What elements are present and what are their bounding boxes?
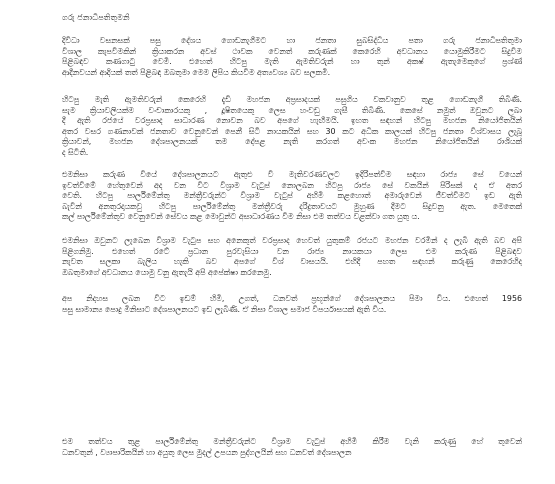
text-line: අතර වසර ගණනාවක් ජනතාව වෙනුවෙන් පෙනී සිටි නායකයින් සහ 30 කට අධික කාලයක් හිටපු ජනතා විශ්වාසය ලැබූ: [62, 126, 522, 136]
paragraph-5: [62, 294, 522, 315]
text-line: වෙති. හිටපු පාර්ලිමේන්තු මන්ත්‍රීවරුන්ට විශ්‍රාම වැටුප් අහිමි කළහොත් අමාරුවෙන් ජීවත්වීමට ඉඩ ඇති: [62, 191, 522, 201]
text-line: සැම ක්‍රියාවලියක්ම වංචාකාරයකු , දූෂිතයෙකු ලෙස හංවඩු ගැසී තිබිණි. කෙසේ නමුත් ඔවුනට ලබා: [62, 105, 522, 115]
text-line: පිළිගනිමු. එහෙත් රටේ ප්‍රධාන පුරවැසියා වන රාජ්‍ය නායකයා ලෙස එම කරුණ පිළිබඳව: [62, 246, 522, 256]
text-line: පසු සාමාන්‍ය පොදු මිනිසාට දේශපාලනයට ඉඩ ලැබිණි. ඒ නිසා විශාල සමාජ විපර්යාසයක් ඇති විය.: [62, 304, 387, 314]
text-line: ඉවත්වීමේ හේතුවෙන් අද වන විට විශ්‍රාම වැටුප් නොලබන හිටපු රාජ්‍ය සේ වකයින් පිරිසක් ද ඒ අතර: [62, 180, 522, 190]
text-line: බැවින් අනතුරදායකවු හිටපු පාර්ලිමේන්තු මන්ත්‍රීවරු දරිද්‍රතාවයට මුහුණ දීමට සිදුවනු ඇත. මෙතෙක්: [62, 201, 522, 211]
text-line: ක්‍රියාවන්, මහජන දේශපාලනයක් තම දේපළ නැති කරගත් අවංක මහජන නියෝජිතයින් රාශියක්: [62, 137, 522, 147]
text-line: දිවිධා වසනසක් පසු දේශය ගොඩනැගීමට හා ජනතා සුබසිද්ධිය පතා ගරු ජනාධිපතිතුමා: [62, 36, 522, 45]
paragraph-2: [62, 95, 522, 159]
text-line: ද සිටිති.: [62, 147, 89, 157]
text-line: කල් පාර්ලිමේන්තුව වෙනුවෙන් සේවය කළ මොවුන්ට අසාධාරණය වීම නිසා එම තත්වය වළක්වා ගත යුතු ය.: [62, 212, 420, 222]
text-line: එමනිසා ඔවුනට ලැබෙන විශ්‍රාම වැටුප සහ අනෙකුත් වරප්‍රසාද හෙවත් යුතුකම් රජයට මහජන වරමින් ද ලැබී ඇති බව අපි: [62, 236, 522, 245]
paragraph-4: [62, 236, 522, 278]
text-line: අප නිදහස ලබන විට ඉඩම් හිමි, උගත්, ධනවත් ප්‍රභූන්ගේ දේශපාලනය පිමා විය. එහෙත් 1956: [62, 294, 522, 303]
text-line: හිටපු මැති ඇමතිවරුන් කෙරෙහි දැඩි මහජන අප්‍රසාදයක් පසුගිය වකවානුව තුළ ගොඩනැගී තිබිණි.: [62, 95, 522, 104]
paragraph-6: [62, 437, 522, 458]
text-line: ආදීනවයන් ආදියක් තත් පිළිබඳ ඔබතුමා මෙම ලිපිය කියවීම අත්‍යවශ්‍ය බව සලකමි.: [62, 67, 331, 77]
text-line: එම තත්වය තුළ පාර්ලිමේන්තු මන්ත්‍රීවරුන්ට විශ්‍රාම වැටුප් අහිමි කිරීම වැනි කරුණු හේ තුවෙන්: [62, 437, 522, 446]
text-line: නැවත සලකා බැලිය හැකි බව අපගේ විශ් වාසයයි. එහිදී පහත සඳහන් කරුණු කෙරෙහිද: [62, 257, 522, 267]
salutation: ගරු ජනාධිපතිතුමනි: [62, 12, 130, 22]
text-line: එමනිසා කරුණ වියේ දේශපාලනයට ඇතුළු වී මැතිවරණවලට ඉදිරිපත්වීම සඳහා රාජ්‍ය සේ වයෙන්: [62, 170, 522, 179]
text-line: පිළිබඳව කණගාටු වෙමි. එහෙත් හිටපු මැති ඇමතිවරුන් හා තුන් අකෂ් ඇතැමෙකුගේ ප්‍රශ්ණ්: [62, 57, 522, 67]
text-line: ධනවතුන් , ව්‍යාපාරිකයින් හා අයුතු ලෙස මුදල් උපයන පුද්ගලයින් සහ ධනවත් දේශපාලන: [62, 447, 352, 457]
text-line: විශාල කැපවීමකින් ක්‍රියාකරන අවස් ථාවක වෙනත් කරුණක් කෙරෙහි අවධානය යොමුකිරීමට සිදුවීම: [62, 46, 522, 56]
text-line: දී ඇති රජයේ වරප්‍රසාද සාධාරණ නොවන බව අපගේ හැඟීමයි. ඉහත සඳහන් හිටපු මහජන නියෝජිතයින්: [62, 116, 522, 126]
text-line: ඔබතුමාගේ අවධානය යොමු වනු ඇතැයි අපි අපේක්ෂා කරනෙමු.: [62, 267, 272, 277]
paragraph-1: [62, 36, 522, 78]
paragraph-3: [62, 170, 522, 223]
